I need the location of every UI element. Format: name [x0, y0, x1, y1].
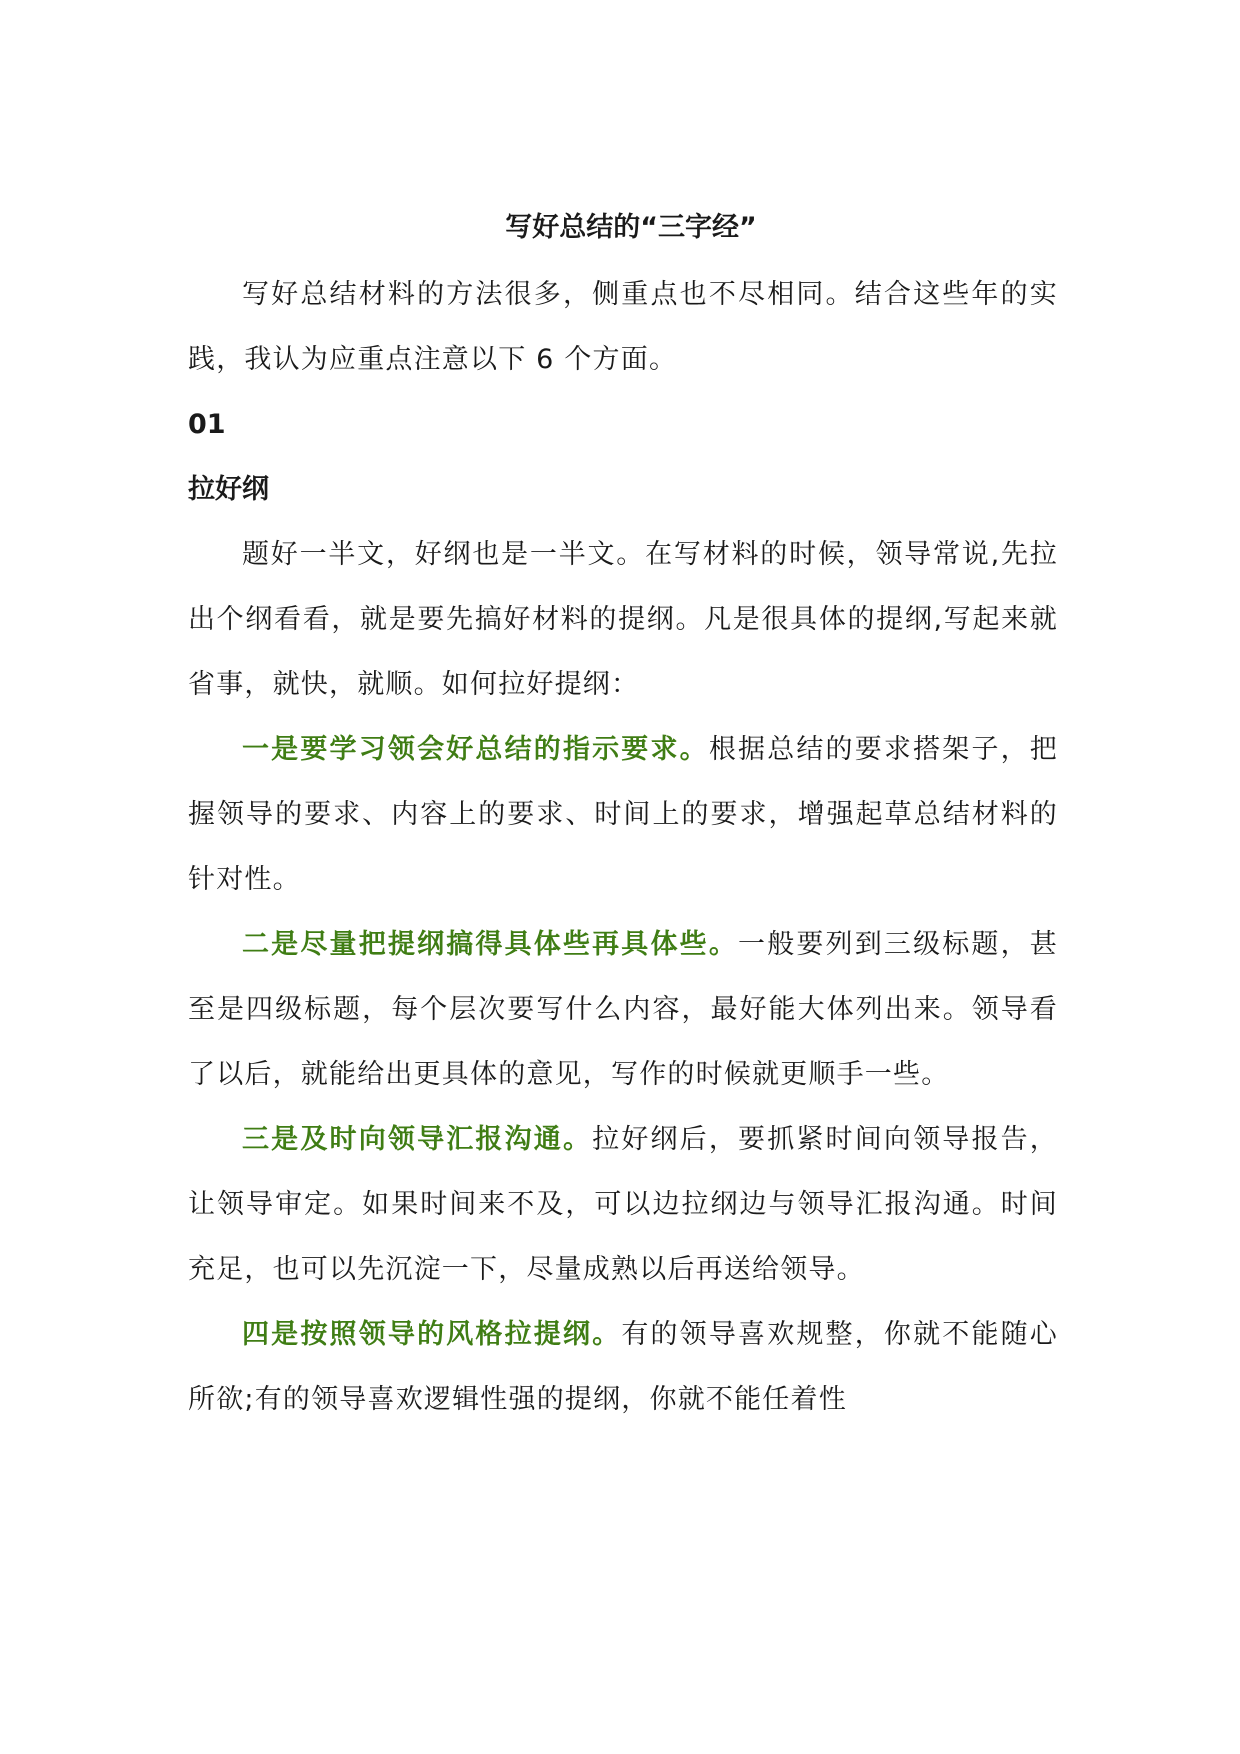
point-paragraph-4 [188, 1302, 1058, 1432]
point-lead-1: 一是要学习领会好总结的指示要求。 [242, 734, 709, 765]
document-page [188, 196, 1058, 1432]
point-lead-3: 三是及时向领导汇报沟通。 [242, 1124, 593, 1155]
point-paragraph-2 [188, 912, 1058, 1107]
point-paragraph-3 [188, 1107, 1058, 1302]
point-lead-2: 二是尽量把提纲搞得具体些再具体些。 [242, 929, 739, 960]
point-text-2: 一般要列到三级标题，甚至是四级标题，每个层次要写什么内容，最好能大体列出来。领导看了以后，就能给出更具体的意见，写作的时候就更顺手一些。 [188, 929, 1058, 1090]
point-lead-4: 四是按照领导的风格拉提纲。 [242, 1319, 622, 1350]
point-paragraph-1 [188, 717, 1058, 912]
section-body-paragraph: 题好一半文，好纲也是一半文。在写材料的时候，领导常说,先拉出个纲看看，就是要先搞好材料的提纲。凡是很具体的提纲,写起来就省事，就快，就顺。如何拉好提纲： [188, 539, 1058, 700]
section-number: 01 [188, 409, 226, 440]
point-text-3: 拉好纲后，要抓紧时间向领导报告，让领导审定。如果时间来不及，可以边拉纲边与领导汇报沟通。时间充足，也可以先沉淀一下，尽量成熟以后再送给领导。 [188, 1124, 1059, 1285]
intro-paragraph: 写好总结材料的方法很多，侧重点也不尽相同。结合这些年的实践，我认为应重点注意以下 6 个方面。 [188, 279, 1058, 375]
point-text-4: 有的领导喜欢规整，你就不能随心所欲;有的领导喜欢逻辑性强的提纲，你就不能任着性 [188, 1319, 1058, 1415]
point-text-1: 根据总结的要求搭架子，把握领导的要求、内容上的要求、时间上的要求，增强起草总结材料的针对性。 [188, 734, 1058, 895]
document-title: 写好总结的“三字经” [505, 212, 757, 243]
section-heading: 拉好纲 [188, 474, 269, 505]
